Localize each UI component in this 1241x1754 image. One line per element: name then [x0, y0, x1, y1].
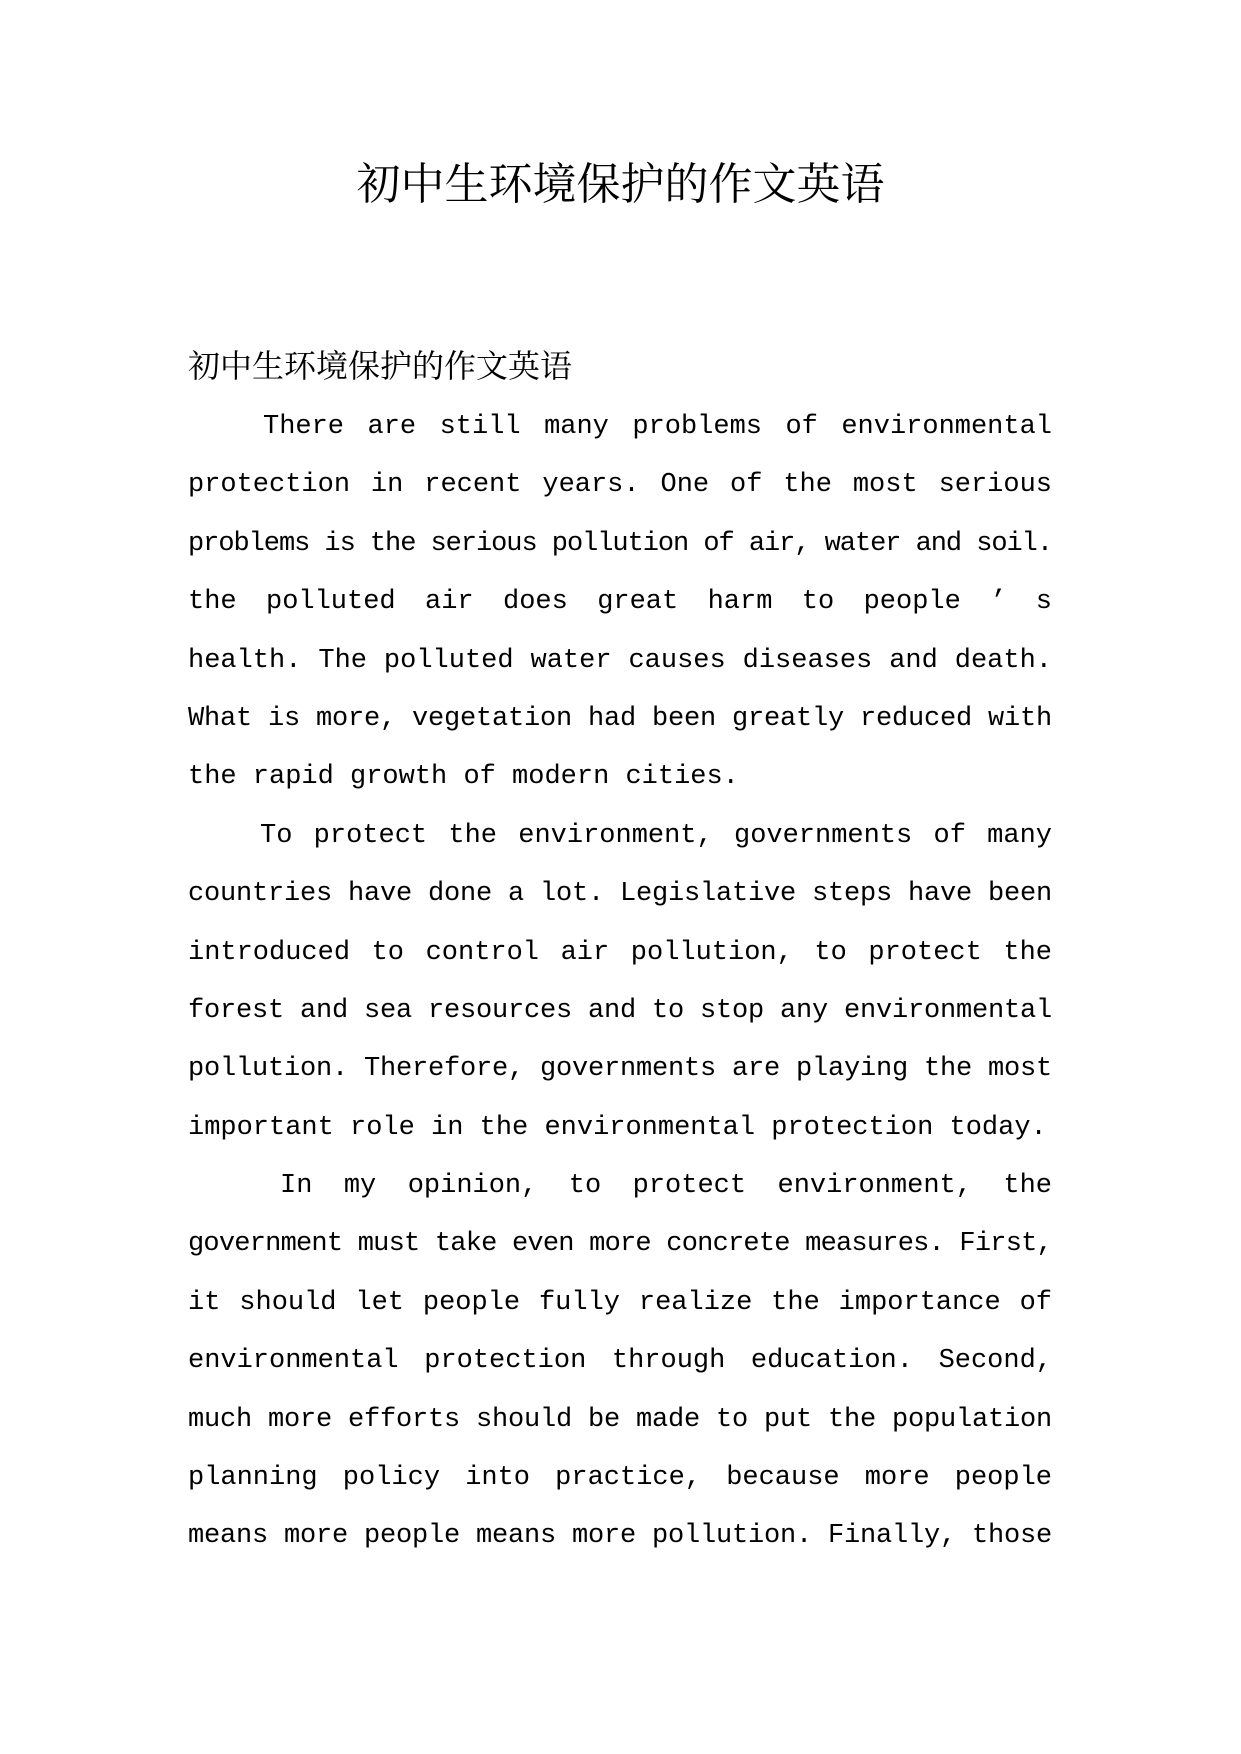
essay-body	[188, 398, 1053, 1566]
essay-line-text: it should let people fully realize the importance of	[188, 1287, 1052, 1318]
paragraph	[188, 398, 1053, 807]
essay-line-text: What is more, vegetation had been greatly reduced with	[188, 703, 1052, 734]
essay-line	[188, 1274, 1053, 1332]
essay-line	[188, 748, 1053, 806]
essay-line-text: important role in the environmental protection today.	[188, 1112, 1047, 1143]
essay-line-text: There are still many problems of environmental	[263, 412, 1052, 442]
essay-line	[188, 807, 1053, 865]
essay-line	[188, 398, 1053, 456]
paragraph	[188, 807, 1053, 1157]
essay-line	[188, 1157, 1053, 1215]
essay-line	[188, 1040, 1053, 1098]
essay-line-text: means more people means more pollution. Finally, those	[188, 1521, 1052, 1552]
essay-line	[188, 690, 1053, 748]
essay-line-text: forest and sea resources and to stop any environmental	[188, 995, 1052, 1026]
essay-line-text: government must take even more concrete measures. First,	[188, 1229, 1052, 1260]
essay-line	[188, 865, 1053, 923]
essay-line-text: In my opinion, to protect environment, the	[280, 1171, 1052, 1202]
essay-line-text: protection in recent years. One of the most serious	[188, 470, 1052, 501]
essay-line	[188, 1391, 1053, 1449]
essay-line-text: pollution. Therefore, governments are playing the most	[188, 1054, 1052, 1085]
essay-line	[188, 982, 1053, 1040]
essay-line-text: problems is the serious pollution of air, water and soil.	[188, 528, 1052, 559]
essay-line-text: the rapid growth of modern cities.	[188, 762, 739, 793]
page-title: 初中生环境保护的作文英语	[356, 159, 885, 210]
essay-line	[188, 632, 1053, 690]
essay-line	[188, 1332, 1053, 1390]
essay-line	[188, 924, 1053, 982]
essay-line	[188, 1449, 1053, 1507]
essay-line	[188, 1099, 1053, 1157]
essay-line-text: introduced to control air pollution, to protect the	[188, 937, 1052, 968]
essay-line-text: health. The polluted water causes diseases and death.	[188, 645, 1052, 676]
essay-line	[188, 1215, 1053, 1273]
essay-line	[188, 515, 1053, 573]
essay-line-text: To protect the environment, governments of many	[260, 820, 1052, 851]
essay-line	[188, 1507, 1053, 1565]
essay-line-text: countries have done a lot. Legislative steps have been	[188, 879, 1052, 910]
essay-line-text: much more efforts should be made to put the population	[188, 1404, 1052, 1435]
essay-line-text: the polluted air does great harm to people ’ s	[188, 587, 1052, 618]
essay-line-text: planning policy into practice, because more people	[188, 1463, 1052, 1494]
essay-line	[188, 573, 1053, 631]
paragraph	[188, 1157, 1053, 1566]
essay-line-text: environmental protection through education. Second,	[188, 1346, 1052, 1377]
essay-line	[188, 456, 1053, 514]
essay-subtitle: 初中生环境保护的作文英语	[188, 347, 573, 385]
